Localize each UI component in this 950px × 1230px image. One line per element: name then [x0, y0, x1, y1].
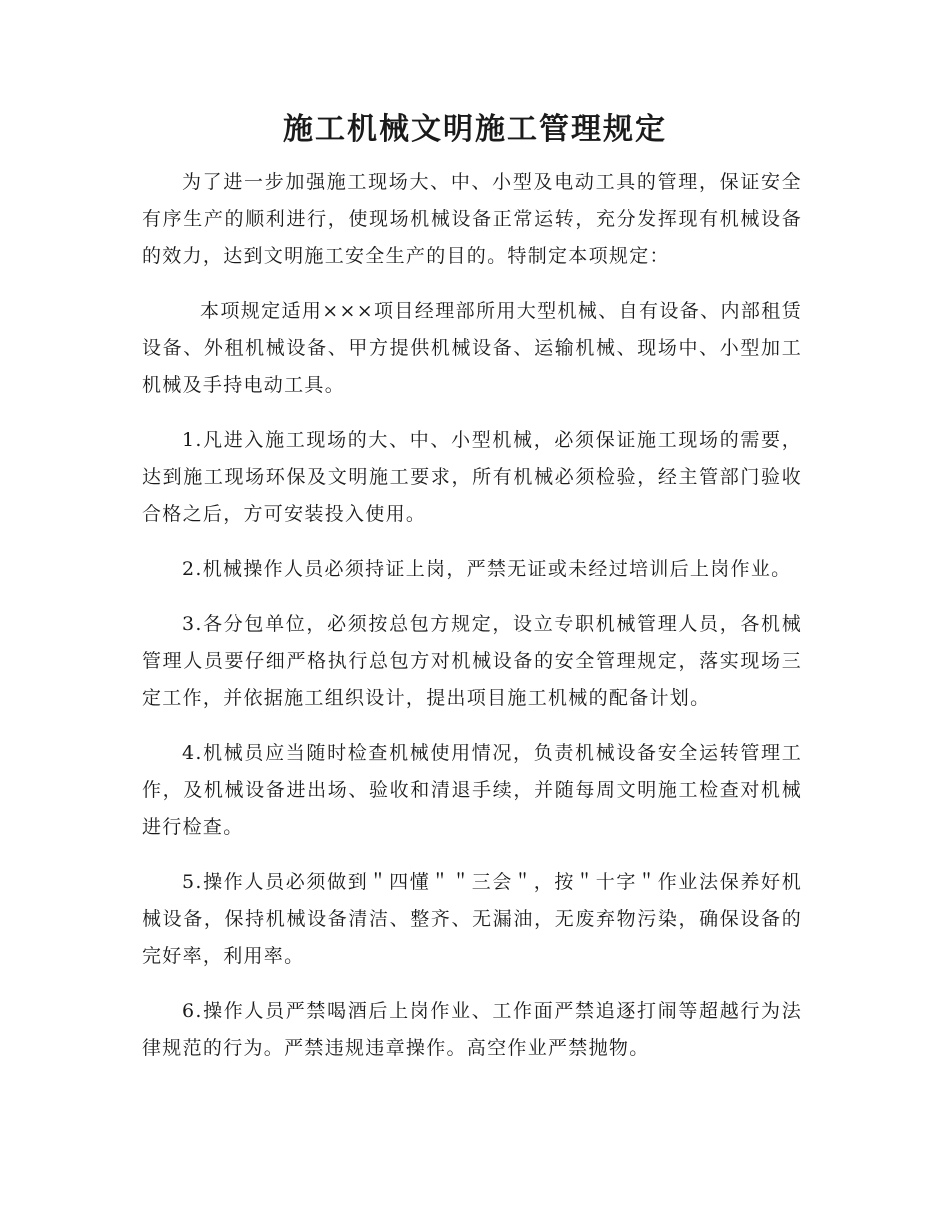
intro-paragraph: 为了进一步加强施工现场大、中、小型及电动工具的管理，保证安全有序生产的顺利进行，使现场机械设备正常运转，充分发挥现有机械设备的效力，达到文明施工安全生产的目的。特制定本项规定：	[142, 171, 802, 267]
rule-paragraph-3: 3.各分包单位，必须按总包方规定，设立专职机械管理人员，各机械管理人员要仔细严格执行总包方对机械设备的安全管理规定，落实现场三定工作，并依据施工组织设计，提出项目施工机械的配备计划。	[142, 613, 802, 709]
rule-paragraph-6: 6.操作人员严禁喝酒后上岗作业、工作面严禁追逐打闹等超越行为法律规范的行为。严禁违规违章操作。高空作业严禁抛物。	[142, 1000, 802, 1059]
rule-paragraph-2: 2.机械操作人员必须持证上岗，严禁无证或未经过培训后上岗作业。	[182, 558, 792, 580]
scope-paragraph: 本项规定适用×××项目经理部所用大型机械、自有设备、内部租赁设备、外租机械设备、甲方提供机械设备、运输机械、现场中、小型加工机械及手持电动工具。	[142, 300, 802, 396]
document-title: 施工机械文明施工管理规定	[283, 112, 667, 147]
rule-paragraph-1: 1.凡进入施工现场的大、中、小型机械，必须保证施工现场的需要，达到施工现场环保及文明施工要求，所有机械必须检验，经主管部门验收合格之后，方可安装投入使用。	[142, 429, 802, 525]
rule-paragraph-4: 4.机械员应当随时检查机械使用情况，负责机械设备安全运转管理工作，及机械设备进出场、验收和清退手续，并随每周文明施工检查对机械进行检查。	[142, 742, 802, 838]
rule-paragraph-5: 5.操作人员必须做到＂四懂＂＂三会＂，按＂十字＂作业法保养好机械设备，保持机械设备清洁、整齐、无漏油，无废弃物污染，确保设备的完好率，利用率。	[142, 871, 802, 967]
document-body	[142, 164, 802, 1085]
